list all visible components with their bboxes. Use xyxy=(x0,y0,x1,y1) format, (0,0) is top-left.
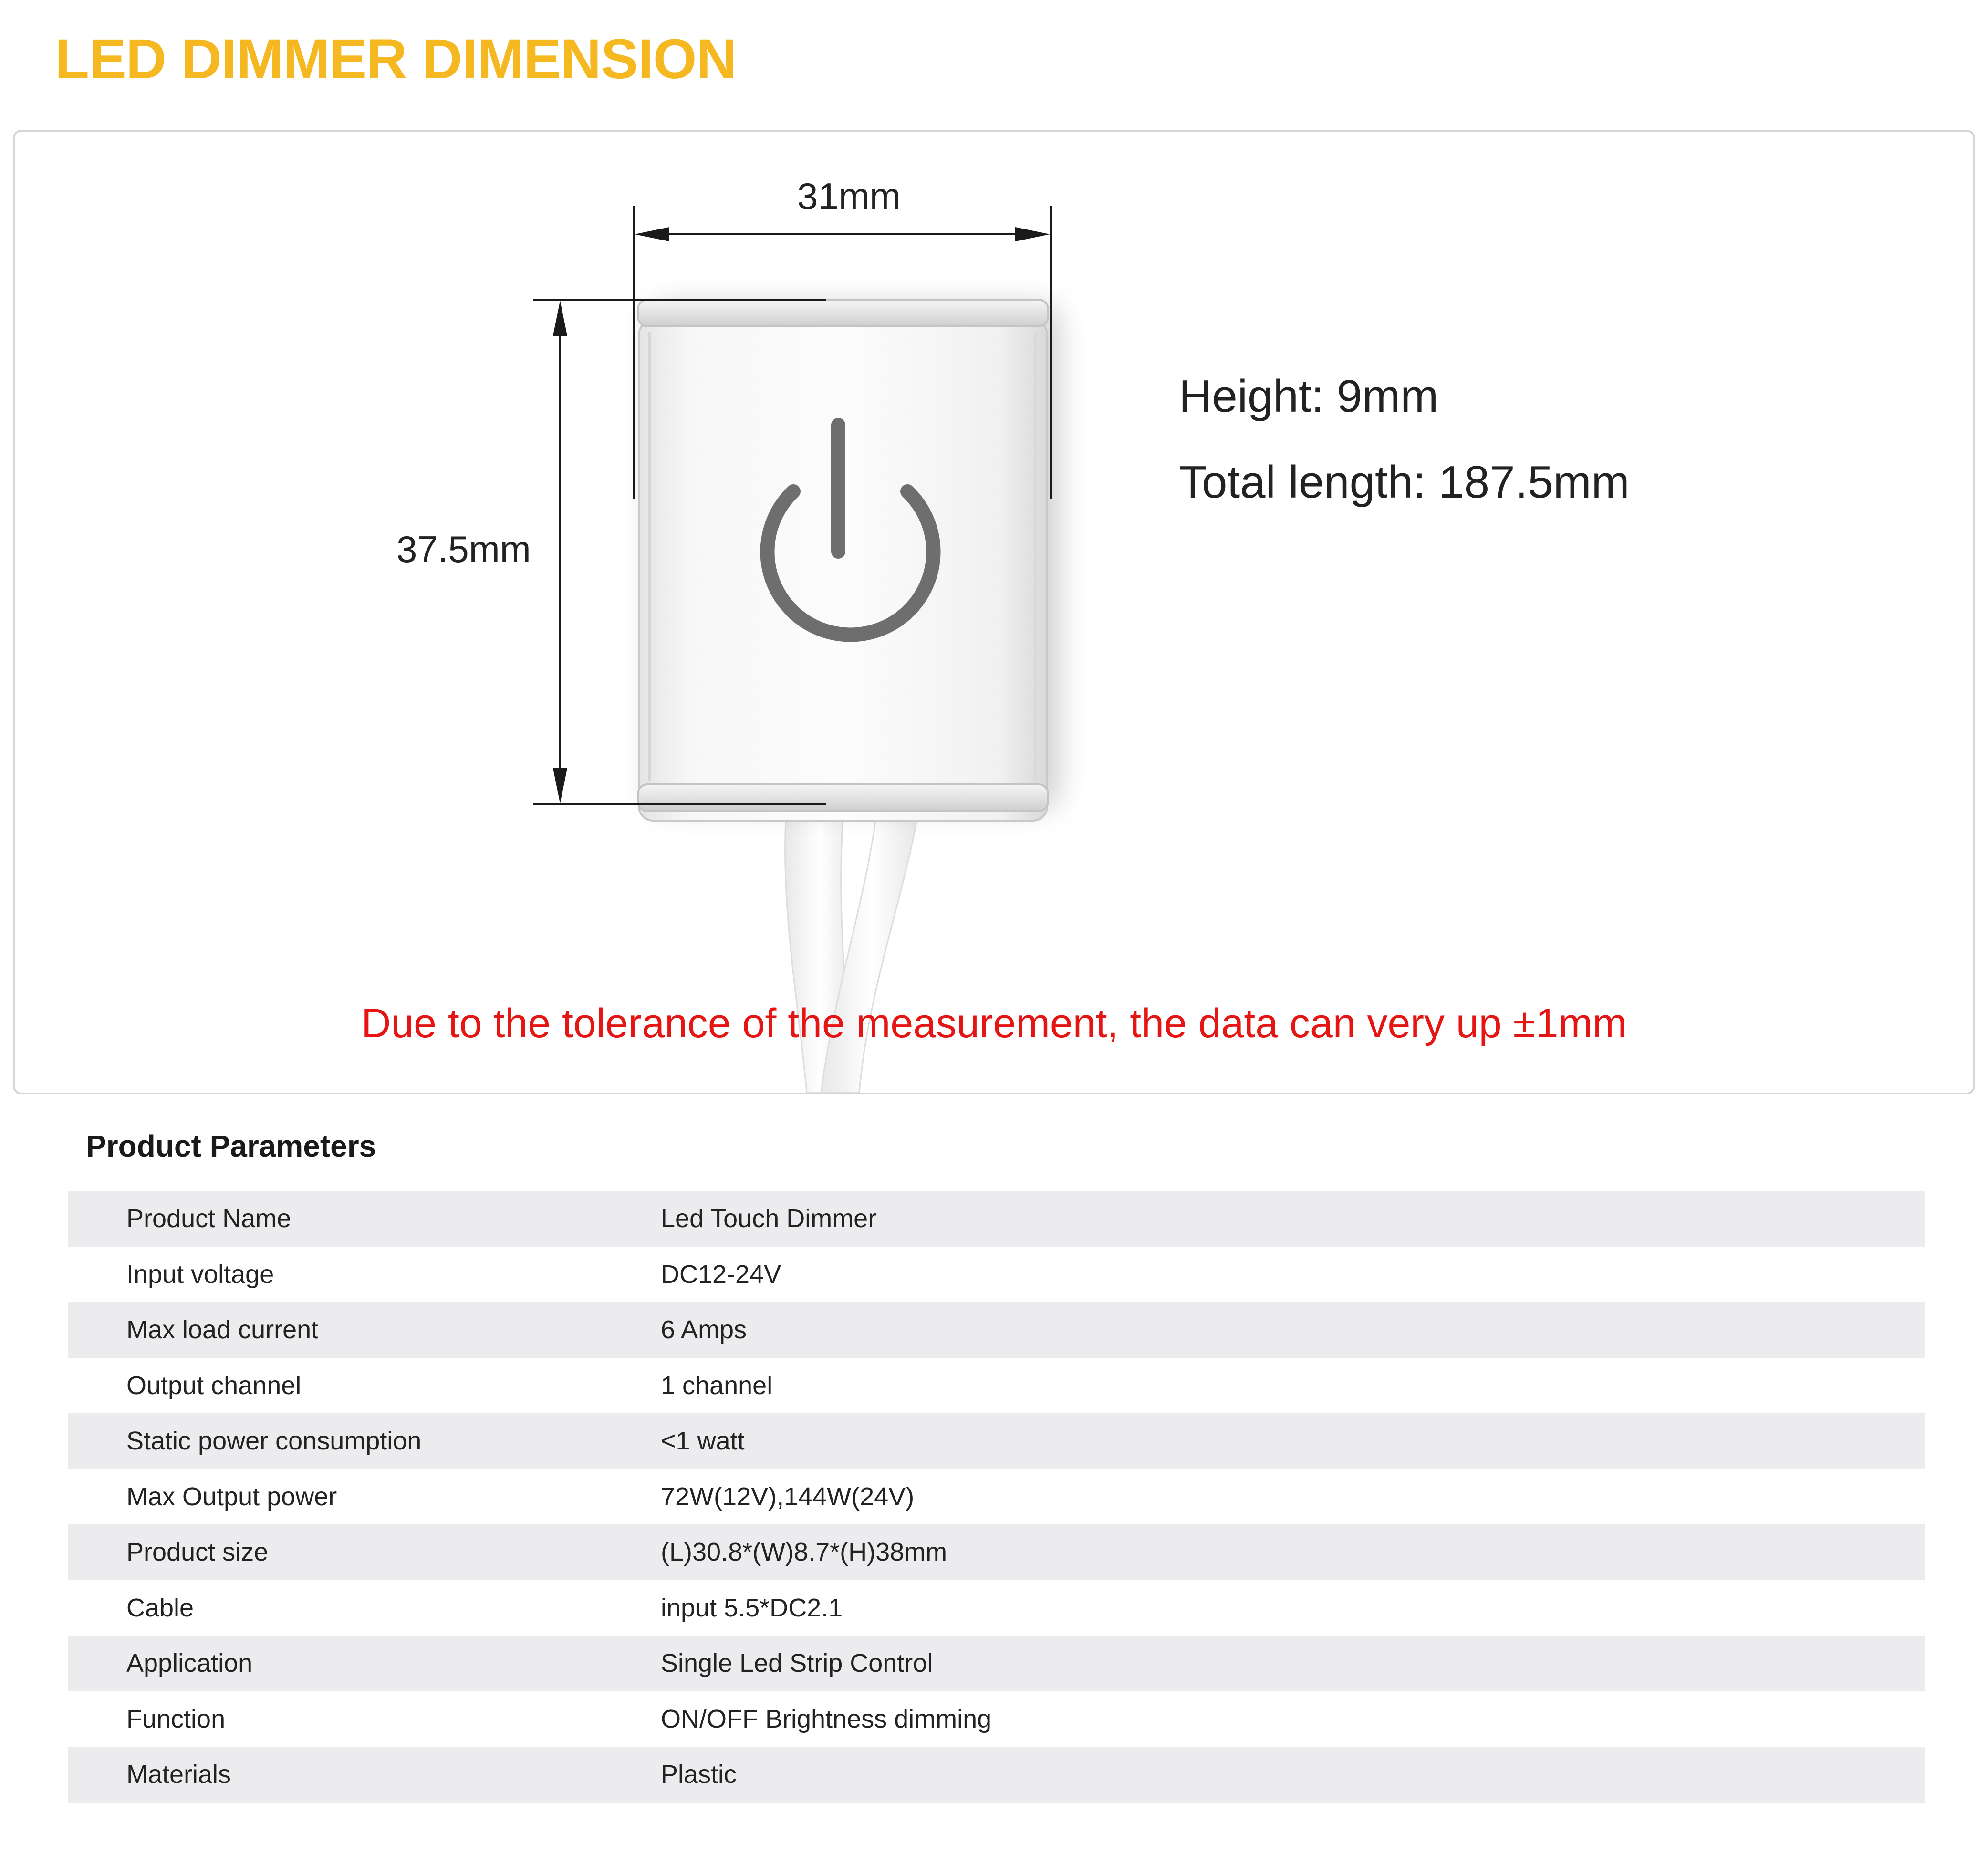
table-row xyxy=(68,1747,1925,1803)
param-value: 72W(12V),144W(24V) xyxy=(661,1482,915,1511)
param-value: DC12-24V xyxy=(661,1260,781,1289)
table-row xyxy=(68,1247,1925,1303)
dimmer-device xyxy=(638,300,1048,821)
param-name: Max Output power xyxy=(126,1482,337,1511)
table-row xyxy=(68,1691,1925,1747)
table-row xyxy=(68,1191,1925,1247)
param-name: Application xyxy=(126,1649,253,1678)
params-heading: Product Parameters xyxy=(86,1129,376,1163)
table-row xyxy=(68,1524,1925,1580)
length-label: 37.5mm xyxy=(396,528,531,570)
params-table xyxy=(68,1191,1925,1803)
param-value: input 5.5*DC2.1 xyxy=(661,1593,843,1622)
param-name: Materials xyxy=(126,1760,231,1789)
table-row xyxy=(68,1469,1925,1525)
tolerance-note: Due to the tolerance of the measurement, the data can very up ±1mm xyxy=(361,1000,1627,1046)
dimension-drawing xyxy=(15,132,1973,1093)
table-row xyxy=(68,1636,1925,1691)
width-label: 31mm xyxy=(797,175,901,217)
param-value: Single Led Strip Control xyxy=(661,1649,933,1678)
table-row xyxy=(68,1358,1925,1414)
param-value: ON/OFF Brightness dimming xyxy=(661,1704,992,1733)
param-name: Product size xyxy=(126,1538,269,1567)
param-value: (L)30.8*(W)8.7*(H)38mm xyxy=(661,1538,947,1567)
param-name: Function xyxy=(126,1704,226,1733)
param-value: 1 channel xyxy=(661,1371,773,1400)
table-row xyxy=(68,1302,1925,1358)
param-name: Output channel xyxy=(126,1371,302,1400)
param-name: Input voltage xyxy=(126,1260,274,1289)
param-name: Cable xyxy=(126,1593,194,1622)
table-row xyxy=(68,1580,1925,1636)
param-value: Plastic xyxy=(661,1760,737,1789)
param-name: Static power consumption xyxy=(126,1427,422,1456)
param-value: Led Touch Dimmer xyxy=(661,1204,877,1233)
param-name: Product Name xyxy=(126,1204,291,1233)
param-value: 6 Amps xyxy=(661,1315,747,1344)
param-name: Max load current xyxy=(126,1315,319,1344)
param-value: <1 watt xyxy=(661,1427,745,1456)
dimension-panel xyxy=(13,130,1975,1094)
total-length-label: Total length: 187.5mm xyxy=(1179,457,1630,508)
height-label: Height: 9mm xyxy=(1179,371,1439,422)
page-title: LED DIMMER DIMENSION xyxy=(55,28,737,91)
table-row xyxy=(68,1413,1925,1469)
